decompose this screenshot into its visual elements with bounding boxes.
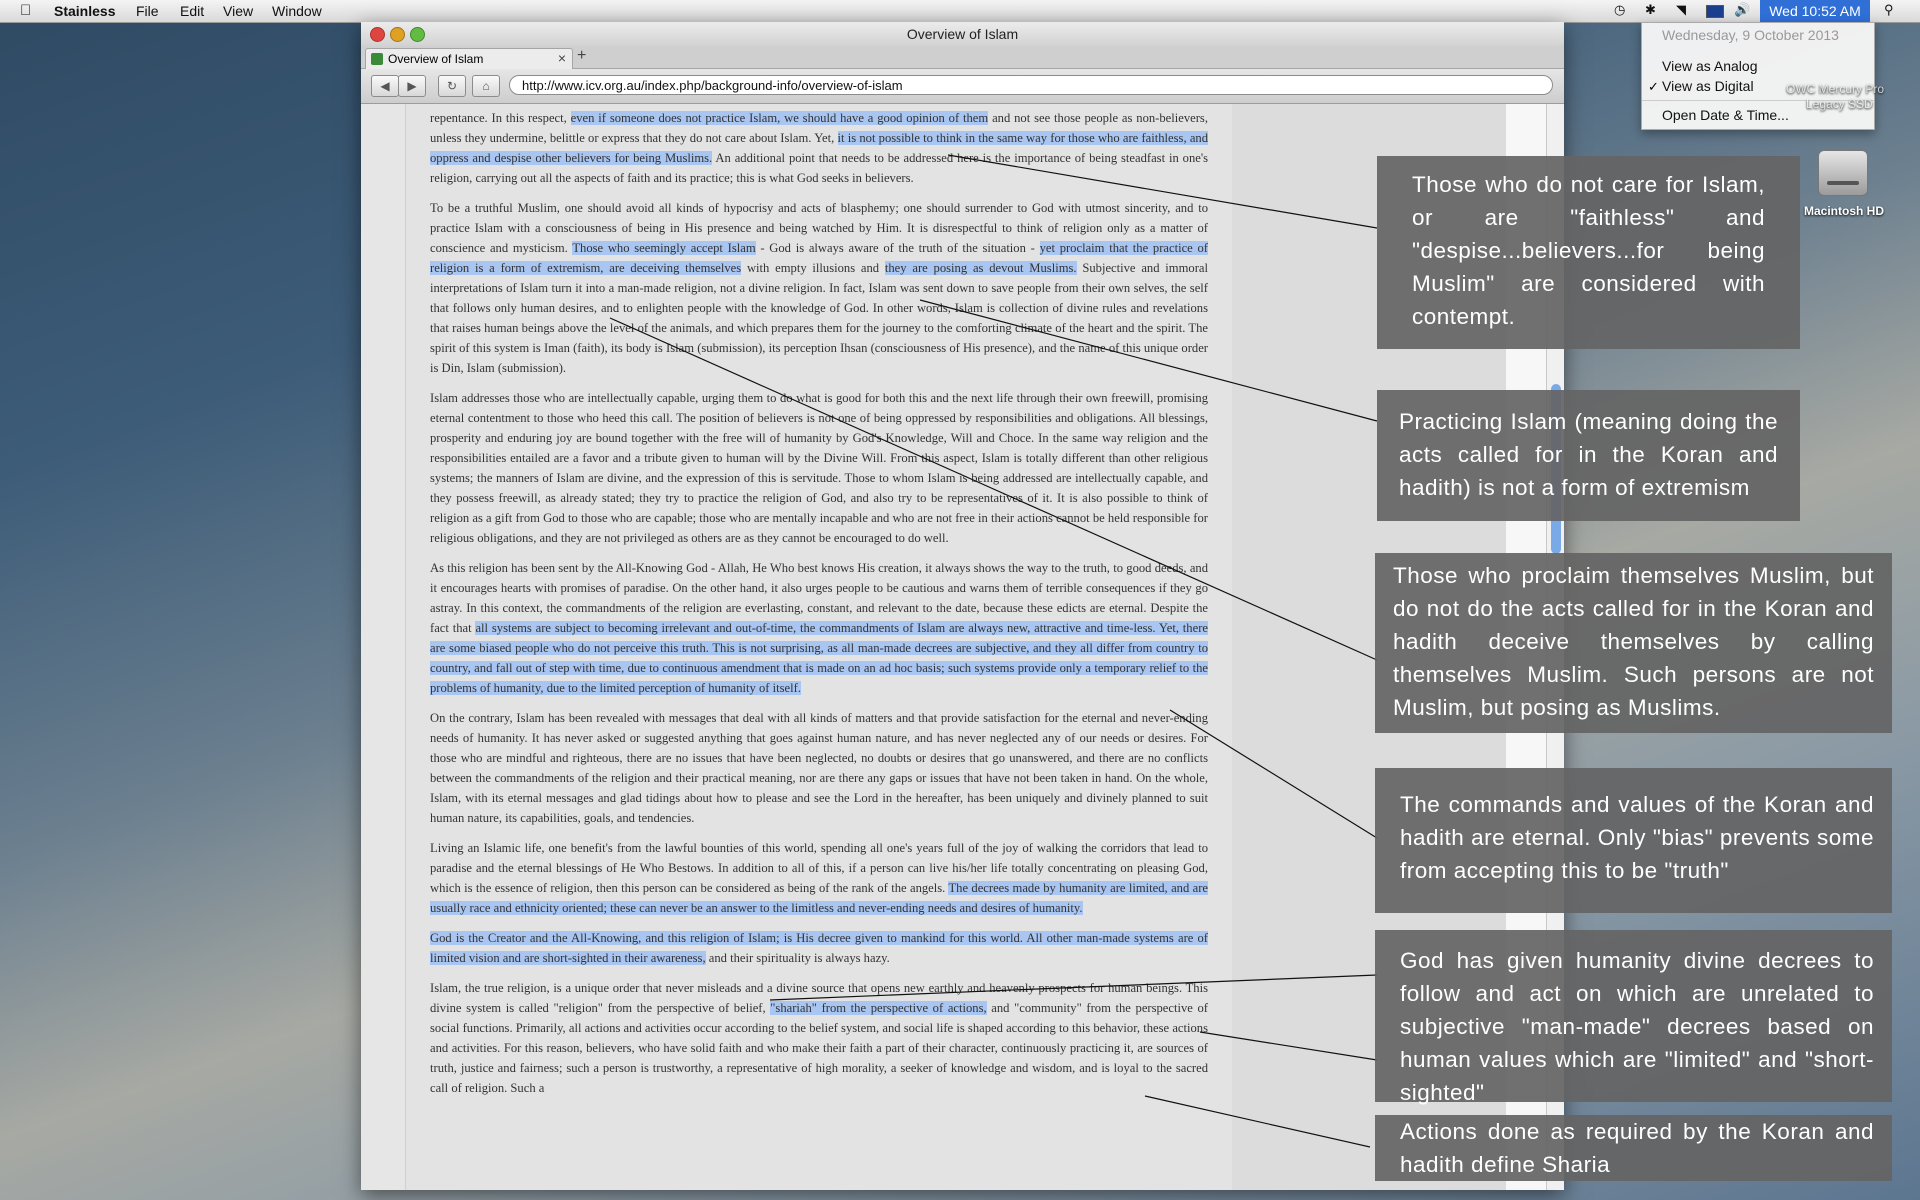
volume-icon[interactable]: 🔊: [1734, 2, 1751, 17]
hard-drive-icon[interactable]: [1818, 150, 1868, 196]
clock-menu[interactable]: Wed 10:52 AM: [1760, 0, 1870, 22]
tab-title: Overview of Islam: [388, 52, 484, 66]
paragraph-5: On the contrary, Islam has been revealed with messages that deal with all kinds of matters and that provide satisfaction for the eternal and never-ending needs of humanity. It has never asked or suggested anything that goes against human nature, and has never neglected any of our needs or desires. For those who are mindful and righteous, there are no issues that have been neglected, no doubts or desires that go unanswered, and there are no conflicts between the commandments of the religion and their practical meaning, nor are there any gaps or issues that have not been taken in hand. On the whole, Islam, with its eternal messages and glad tidings about how to please and see the Lord in the hereafter, has been uniquely and divinely planned to suit human nature, its capabilities, goals, and tendencies.: [430, 711, 1208, 825]
text-run: An additional point that needs to be addressed here is the importance of being steadfast in one's religion, carrying out all the aspects of faith and its practice; this is what God seeks in believers.: [430, 151, 1208, 185]
time-machine-icon[interactable]: ◷: [1614, 2, 1626, 17]
view-as-digital-item[interactable]: View as Digital: [1662, 78, 1754, 94]
text-run: and their spirituality is always hazy.: [705, 951, 890, 965]
text-run: with empty illusions and: [741, 261, 885, 275]
text-run: As this religion has been sent by the All-Knowing God - Allah, He Who best knows His creation, it always shows the way to the truth, to good deeds, and it encourages hearts with promises of paradise. On the other hand, it also urges people to be cautious and warns them of terrible consequences if they go astray. In this context, the commandments of the religion are everlasting, constant, and relevant to the date, because these edicts are eternal. Despite the fact that: [430, 561, 1208, 635]
edit-menu[interactable]: Edit: [180, 3, 205, 19]
tab-bar: [361, 46, 1564, 69]
paragraph-8: [430, 978, 1208, 1098]
annotation-2: Practicing Islam (meaning doing the acts called for in the Koran and hadith) is not a form of extremism: [1377, 390, 1800, 521]
browser-toolbar: [361, 69, 1564, 104]
tab-overview-of-islam[interactable]: [365, 48, 573, 69]
favicon-icon: [371, 53, 383, 65]
wifi-icon[interactable]: ◥: [1676, 2, 1686, 17]
annotation-6: Actions done as required by the Koran and hadith define Sharia: [1375, 1115, 1892, 1181]
address-bar[interactable]: http://www.icv.org.au/index.php/background-info/overview-of-islam: [509, 75, 1553, 95]
close-tab-icon[interactable]: ×: [557, 50, 566, 66]
window-title: Overview of Islam: [906, 26, 1019, 42]
text-run: Islam, the true religion, is a unique order that never misleads and a divine source that opens new earthly and heavenly prospects for human beings. This divine system is called "religion" from the perspective of belief,: [430, 981, 1208, 1015]
reload-button[interactable]: ↻: [438, 75, 466, 97]
text-run: To be a truthful Muslim, one should avoid all kinds of hypocrisy and acts of blasphemy; one should surrender to God with utmost sincerity, and to practice Islam with a consciousness of being in His presence and being watched by Him. It is disrespectful to think of religion only as a matter of conscience and mysticism.: [430, 201, 1208, 255]
forward-button[interactable]: ▶: [398, 75, 426, 97]
annotation-3: Those who proclaim themselves Muslim, but do not do the acts called for in the Koran and hadith deceive themselves by calling themselves Muslim. Such persons are not Muslim, but posing as Muslims.: [1375, 553, 1892, 733]
window-menu[interactable]: Window: [272, 3, 322, 19]
paragraph-4: [430, 558, 1208, 698]
highlight: "shariah" from the perspective of actions,: [770, 1001, 987, 1015]
highlight: even if someone does not practice Islam, we should have a good opinion of them: [570, 111, 989, 125]
text-run: Subjective and immoral interpretations of Islam turn it into a man-made religion, not a divine religion. In fact, Islam was sent down to save people from their own selves, the self that follows only human desires, and to enlighten people with the knowledge of God. In other words, Islam is collection of divine rules and revelations that raises human beings above the level of the animals, and which prepares them for the journey to the comforting climate of the heart and the spirit. The spirit of this system is Iman (faith), its body is Islam (submission), its perception Ihsan (consciousness of His presence), and the name of this unique order is Din, Islam (submission).: [430, 261, 1208, 375]
drive-label[interactable]: Macintosh HD: [1803, 204, 1884, 218]
highlight: The decrees made by humanity are limited, and are usually race and ethnicity oriented; these can never be an answer to the limitless and never-ending needs and desires of humanity.: [430, 881, 1208, 915]
app-menu[interactable]: Stainless: [54, 3, 116, 19]
partial-label-line-1: OWC Mercury Pro: [1786, 82, 1885, 96]
flag-icon[interactable]: [1706, 5, 1724, 18]
title-bar[interactable]: [361, 22, 1564, 47]
highlight: God is the Creator and the All-Knowing, and this religion of Islam; is His decree given to mankind for this world. All other man-made systems are of limited vision and are short-sighted in their awareness,: [430, 931, 1208, 965]
annotation-5: God has given humanity divine decrees to follow and act on which are unrelated to subjective "man-made" decrees based on human values which are "limited" and "short-sighted": [1375, 930, 1892, 1102]
view-as-analog-item[interactable]: View as Analog: [1662, 58, 1758, 74]
annotation-4: The commands and values of the Koran and hadith are eternal. Only "bias" prevents some from accepting this to be "truth": [1375, 768, 1892, 913]
paragraph-3: Islam addresses those who are intellectually capable, urging them to do what is good for both this and the next life through their own freewill, promising eternal contentment to those who heed this call. The position of believers is not one of being oppressed by responsibilities and obligations. All blessings, prosperity and enduring joy are bound together with the free will of humanity by God's Knowledge, Will and Choce. In the same way religion and the responsibilities entailed are a favor and a tribute given to human will by the Divine Will. From this aspect, Islam is totally different than other religious systems; the manners of Islam are divine, and the expression of this is servitude. Those to whom Islam is being addressed are intellectually capable, and they possess freewill, as already stated; they try to practice the religion of God, and also try to be representatives of it. It is also possible to think of religion as a gift from God to those who are capable; those who are mentally incapable and who are not free in their actions cannot be held responsible for religious obligations, and they are not privileged as others are as they cannot be encouraged to do well.: [430, 391, 1208, 545]
text-run: and "community" from the perspective of social functions. Primarily, all actions and activities occur according to the belief system, and social life is shaped according to this behavior, these actions and activities. For this reason, believers, who have solid faith and who make their faith a part of their character, continuously practicing it, are sources of truth, justice and fairness; such a person is trustworthy, a representative of high morality, a seeker of knowledge and wisdom, and is loyal to the sacred call of religion. Such a: [430, 1001, 1208, 1095]
home-button[interactable]: ⌂: [472, 75, 500, 97]
paragraph-6: [430, 838, 1208, 918]
annotation-1: Those who do not care for Islam, or are "faithless" and "despise...believers...for being Muslim" are considered with contempt.: [1377, 156, 1800, 349]
highlight: yet proclaim that the practice of religion is a form of extremism, are deceiving themselves: [430, 241, 1208, 275]
back-button[interactable]: ◀: [371, 75, 399, 97]
apple-menu-icon[interactable]: [20, 2, 31, 19]
text-run: repentance. In this respect,: [430, 111, 571, 125]
paragraph-7: [430, 928, 1208, 968]
desktop-partial-drive-label[interactable]: [1784, 82, 1884, 112]
new-tab-button[interactable]: +: [577, 47, 587, 64]
bluetooth-icon[interactable]: ✱: [1645, 2, 1656, 17]
checkmark-icon: ✓: [1648, 79, 1659, 94]
text-run: Living an Islamic life, one benefit's from the lawful bounties of this world, spending all one's years full of the joy of walking the corridors that lead to paradise and the eternal blessings of He Who Bestows. In addition to all of this, if a person can live his/her life totally concentrating on pleasing God, which is the essence of religion, then this person can be considered as being of the rank of the angels.: [430, 841, 1208, 895]
date-header: Wednesday, 9 October 2013: [1662, 27, 1839, 43]
highlight: all systems are subject to becoming irrelevant and out-of-time, the commandments of Islam are always new, attractive and time-less. Yet, there are some biased people who do not perceive this truth. This is not surprising, as all man-made decrees are subjective, and they all differ from country to country, and fall out of step with time, due to continuous amendment that is made on an ad hoc basis; such systems provide only a temporary relief to the problems of humanity, due to the limited perception of humanity of itself.: [430, 621, 1208, 695]
clock-dropdown: [1641, 22, 1875, 130]
open-date-time-item[interactable]: Open Date & Time...: [1662, 107, 1789, 123]
file-menu[interactable]: File: [136, 3, 159, 19]
paragraph-1: [430, 108, 1208, 188]
partial-label-line-2: Legacy SSD: [1806, 97, 1873, 111]
text-run: - God is always aware of the truth of the situation -: [755, 241, 1040, 255]
highlight: Those who seemingly accept Islam: [572, 241, 756, 255]
highlight: they are posing as devout Muslims.: [884, 261, 1077, 275]
menu-bar: [0, 0, 1920, 23]
view-menu[interactable]: View: [223, 3, 254, 19]
article-text: [430, 108, 1208, 1108]
text-run: and not see those people as non-believers, unless they undermine, belittle or express that they do not care about Islam. Yet,: [430, 111, 1208, 145]
spotlight-search-icon[interactable]: ⚲: [1884, 2, 1894, 17]
paragraph-2: [430, 198, 1208, 378]
highlight: it is not possible to think in the same way for those who are faithless, and oppress and despise other believers for being Muslims.: [430, 131, 1209, 165]
